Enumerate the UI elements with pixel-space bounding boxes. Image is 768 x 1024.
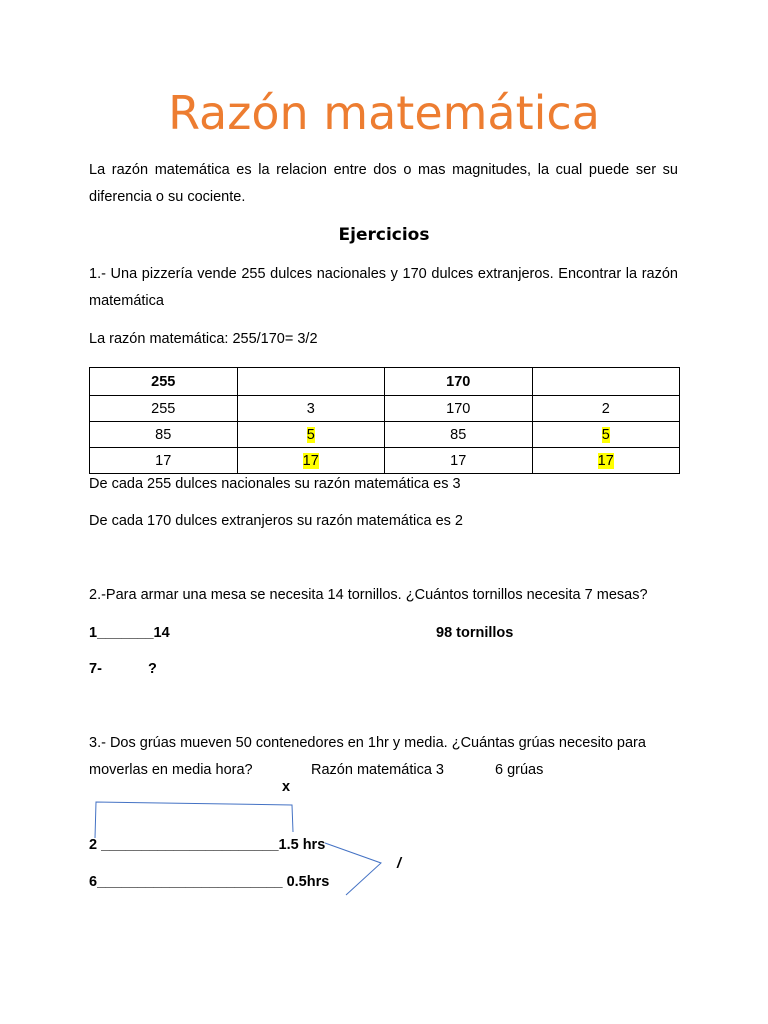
exercise-3-slash: / [397, 856, 402, 872]
table-cell: 170 [385, 368, 533, 396]
exercise-3-row-2: 6_______________________ 0.5hrs [89, 874, 330, 890]
exercise-1-ratio: La razón matemática: 255/170= 3/2 [89, 331, 318, 347]
table-cell: 3 [237, 396, 385, 422]
highlighted-value: 5 [306, 426, 315, 443]
exercise-3-statement-line-2: moverlas en media hora? [89, 762, 253, 778]
exercise-1-statement: 1.- Una pizzería vende 255 dulces nacionales y 170 dulces extranjeros. Encontrar la razón matemática [89, 266, 678, 309]
exercise-2-line-2-left: 7- [89, 661, 102, 677]
exercise-1-conclusion-1: De cada 255 dulces nacionales su razón matemática es 3 [89, 476, 461, 492]
highlighted-value: 5 [601, 426, 610, 443]
table-cell: 170 [385, 396, 533, 422]
table-cell: 255 [90, 396, 238, 422]
table-cell: 2 [532, 396, 680, 422]
exercise-1-conclusion-2: De cada 170 dulces extranjeros su razón matemática es 2 [89, 513, 463, 529]
exercise-2-line-1-left: 1_______14 [89, 625, 170, 641]
top-bracket [95, 802, 293, 838]
exercise-3-row-1: 2 ______________________1.5 hrs [89, 837, 326, 853]
exercise-3-statement-line-1: 3.- Dos grúas mueven 50 contenedores en 1hr y media. ¿Cuántas grúas necesito para [89, 735, 646, 751]
table-cell: 255 [90, 368, 238, 396]
table-cell: 17 [90, 448, 238, 474]
exercise-3-answer: 6 grúas [495, 762, 544, 778]
highlighted-value: 17 [597, 452, 614, 469]
table-cell: 85 [90, 422, 238, 448]
exercises-heading: Ejercicios [338, 225, 430, 245]
table-cell: 17 [385, 448, 533, 474]
page-title: Razón matemática [168, 86, 600, 140]
right-chevron [325, 843, 381, 895]
exercise-3-x-label: x [282, 779, 291, 795]
exercise-2-statement: 2.-Para armar una mesa se necesita 14 tornillos. ¿Cuántos tornillos necesita 7 mesas? [89, 587, 648, 603]
table-cell: 85 [385, 422, 533, 448]
exercise-2-answer: 98 tornillos [436, 625, 514, 641]
exercise-2-unknown: ? [148, 661, 157, 677]
exercise-3-ratio: Razón matemática 3 [311, 762, 444, 778]
highlighted-value: 17 [302, 452, 319, 469]
intro-paragraph: La razón matemática es la relacion entre dos o mas magnitudes, la cual puede ser su diferencia o su cociente. [89, 162, 678, 205]
